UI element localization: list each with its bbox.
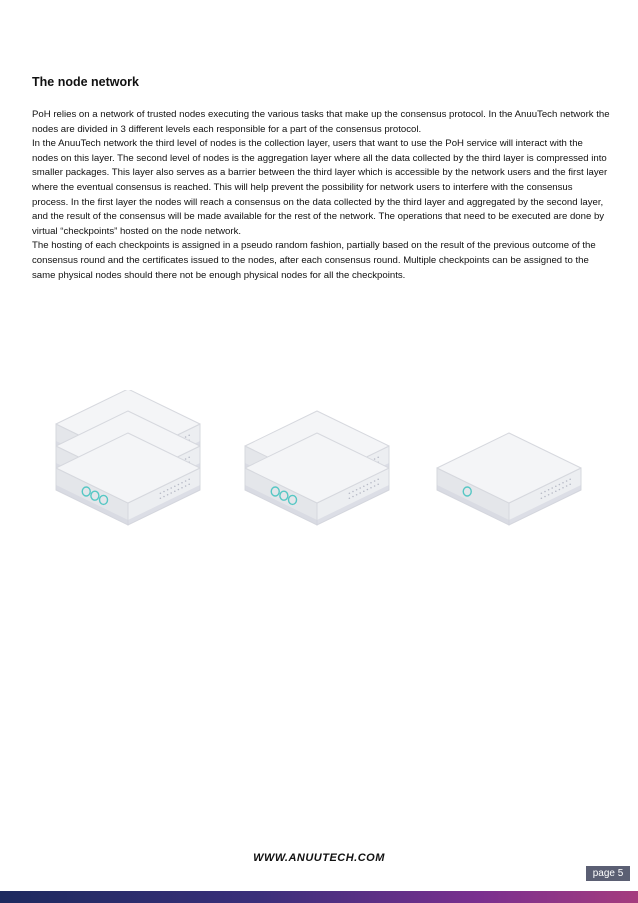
vent-dot — [352, 496, 354, 498]
vent-dot — [185, 458, 187, 460]
vent-dot — [370, 487, 372, 489]
vent-dot — [555, 490, 557, 492]
vent-dot — [178, 484, 180, 486]
footer-gradient-bar — [0, 891, 638, 903]
vent-dot — [548, 489, 550, 491]
vent-dot — [188, 478, 190, 480]
body-text — [32, 108, 610, 283]
server-unit — [437, 433, 581, 525]
vent-dot — [185, 480, 187, 482]
vent-dot — [349, 492, 351, 494]
vent-dot — [356, 489, 358, 491]
vent-dot — [163, 491, 165, 493]
vent-dot — [562, 482, 564, 484]
vent-dot — [559, 489, 561, 491]
vent-dot — [544, 491, 546, 493]
vent-dot — [377, 483, 379, 485]
vent-dot — [188, 434, 190, 436]
vent-dot — [374, 480, 376, 482]
vent-dot — [167, 489, 169, 491]
vent-dot — [363, 490, 365, 492]
paragraph-hosting: The hosting of each checkpoints is assigned in a pseudo random fashion, partially based on the result of the previous outcome of the consensus round and the certificates issued to the nodes, after each consensus round. Multiple checkpoints can be assigned to the same physical nodes should there not be enough physical nodes for all the checkpoints. — [32, 240, 596, 281]
vent-dot — [562, 487, 564, 489]
vent-dot — [374, 458, 376, 460]
node-stacks-illustration — [0, 390, 638, 570]
vent-dot — [363, 485, 365, 487]
paragraph-intro: PoH relies on a network of trusted nodes executing the various tasks that make up the consensus protocol. In the AnuuTech network the nodes are divided in 3 different levels each responsible for a part of the consensus protocol. — [32, 109, 610, 135]
vent-dot — [569, 483, 571, 485]
vent-dot — [167, 494, 169, 496]
section-heading: The node network — [32, 75, 139, 89]
vent-dot — [356, 494, 358, 496]
node-stack-1 — [56, 390, 200, 525]
vent-dot — [174, 490, 176, 492]
vent-dot — [185, 485, 187, 487]
vent-dot — [377, 456, 379, 458]
vent-dot — [359, 487, 361, 489]
vent-dot — [541, 492, 543, 494]
vent-dot — [349, 497, 351, 499]
vent-dot — [160, 492, 162, 494]
vent-dot — [170, 492, 172, 494]
vent-dot — [181, 482, 183, 484]
vent-dot — [359, 492, 361, 494]
vent-dot — [566, 480, 568, 482]
vent-dot — [367, 489, 369, 491]
vent-dot — [174, 485, 176, 487]
vent-dot — [374, 485, 376, 487]
node-stack-3 — [437, 433, 581, 525]
vent-dot — [569, 478, 571, 480]
vent-dot — [188, 483, 190, 485]
vent-dot — [566, 485, 568, 487]
vent-dot — [377, 478, 379, 480]
vent-dot — [555, 485, 557, 487]
vent-dot — [367, 484, 369, 486]
vent-dot — [160, 497, 162, 499]
vent-dot — [163, 496, 165, 498]
node-stack-2 — [245, 411, 389, 525]
vent-dot — [544, 496, 546, 498]
vent-dot — [541, 497, 543, 499]
vent-dot — [178, 489, 180, 491]
vent-dot — [551, 492, 553, 494]
footer-website-url[interactable]: WWW.ANUUTECH.COM — [253, 852, 385, 864]
vent-dot — [548, 494, 550, 496]
vent-dot — [559, 484, 561, 486]
vent-dot — [370, 482, 372, 484]
vent-dot — [185, 436, 187, 438]
vent-dot — [170, 487, 172, 489]
vent-dot — [188, 456, 190, 458]
page-number-label: page 5 — [586, 866, 630, 881]
paragraph-layers: In the AnuuTech network the third level of nodes is the collection layer, users that want to use the PoH service will interact with the nodes on this layer. The second level of nodes is the aggregation layer where all the data collected by the third layer is compressed into smaller packages. This layer also serves as a barrier between the third layer which is accessible by the network users and the first layer where the eventual consensus is reached. This will help prevent the possibility for network users to interfere with the consensus process. In the first layer the nodes will reach a consensus on the data collected by the third layer and aggregated by the second layer, and the result of the consensus will be made available for the rest of the network. The operations that need to be executed are done by virtual “checkpoints” hosted on the node network. — [32, 138, 608, 237]
vent-dot — [181, 487, 183, 489]
vent-dot — [352, 491, 354, 493]
vent-dot — [551, 487, 553, 489]
